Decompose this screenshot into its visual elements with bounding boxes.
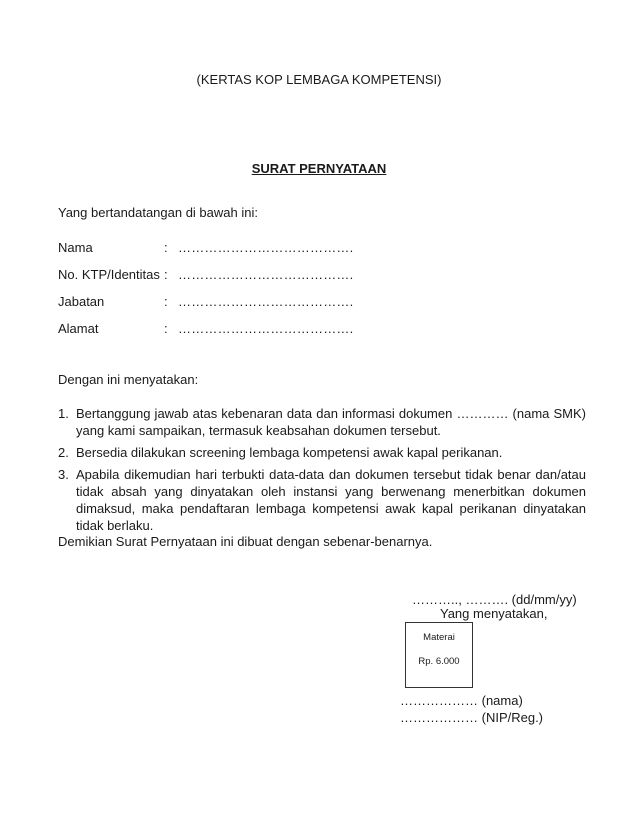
list-text: Bertanggung jawab atas kebenaran data dan informasi dokumen ………… (nama SMK) yang kami sampaikan, termasuk keabsahan dokumen tersebut.: [76, 406, 586, 438]
field-value-placeholder: ………………………………….: [178, 240, 354, 255]
field-row-ktp: [58, 267, 578, 285]
field-row-alamat: [58, 321, 578, 339]
stamp-value: Rp. 6.000: [418, 656, 460, 667]
document-title: [0, 161, 638, 176]
field-label: No. KTP/Identitas: [58, 267, 160, 282]
field-row-jabatan: [58, 294, 578, 312]
list-item: [58, 466, 586, 534]
document-title-text: SURAT PERNYATAAN: [251, 161, 387, 176]
list-item: [58, 405, 586, 439]
letterhead-placeholder: (KERTAS KOP LEMBAGA KOMPETENSI): [196, 72, 442, 87]
field-label: Jabatan: [58, 294, 105, 309]
stamp-label: Materai: [423, 632, 455, 643]
signature-stating: Yang menyatakan,: [440, 606, 548, 621]
declaration-heading: Dengan ini menyatakan:: [58, 372, 199, 387]
list-item: [58, 444, 586, 461]
stamp-box: [405, 622, 473, 688]
field-colon: :: [164, 240, 168, 255]
field-label: Alamat: [58, 321, 99, 336]
field-row-nama: [58, 240, 578, 258]
list-number: 1.: [58, 406, 69, 421]
intro-text: Yang bertandatangan di bawah ini:: [58, 205, 258, 220]
list-text: Bersedia dilakukan screening lembaga kompetensi awak kapal perikanan.: [76, 445, 503, 460]
field-value-placeholder: ………………………………….: [178, 294, 354, 309]
closing-statement: Demikian Surat Pernyataan ini dibuat dengan sebenar-benarnya.: [58, 534, 433, 549]
list-text: Apabila dikemudian hari terbukti data-data dan dokumen tersebut tidak benar dan/atau tidak absah yang dinyatakan oleh instansi yang berwenang menerbitkan dokumen dimaksud, maka pendaftaran lembaga kompetensi awak kapal perikanan dinyatakan tidak berlaku.: [76, 467, 586, 533]
field-colon: :: [164, 294, 168, 309]
list-number: 3.: [58, 467, 69, 482]
field-colon: :: [164, 321, 168, 336]
signature-name: ……………… (nama): [400, 693, 523, 708]
field-colon: :: [164, 267, 168, 282]
signature-date: ……….., ………. (dd/mm/yy): [412, 592, 577, 607]
field-value-placeholder: ………………………………….: [178, 267, 354, 282]
list-number: 2.: [58, 445, 69, 460]
signature-nip: ……………… (NIP/Reg.): [400, 710, 544, 725]
declaration-list: [58, 405, 586, 539]
field-value-placeholder: ………………………………….: [178, 321, 354, 336]
field-label: Nama: [58, 240, 93, 255]
